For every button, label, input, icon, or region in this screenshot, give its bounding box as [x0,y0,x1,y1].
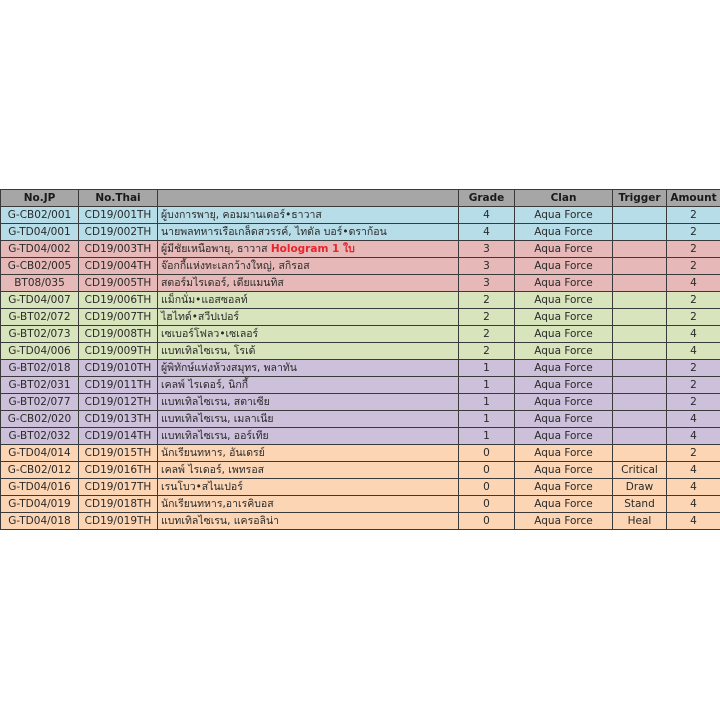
header-name [158,190,459,207]
cell-nothai: CD19/006TH [79,292,158,309]
cell-amount: 4 [667,462,720,479]
cell-grade: 2 [459,343,515,360]
cell-clan: Aqua Force [515,292,613,309]
cell-nothai: CD19/019TH [79,513,158,530]
cell-amount: 4 [667,411,720,428]
cell-nojp: G-CB02/020 [1,411,79,428]
table-row [1,377,720,394]
cell-name [158,360,459,377]
cell-amount: 4 [667,479,720,496]
cell-nojp: G-TD04/006 [1,343,79,360]
cell-amount: 2 [667,224,720,241]
cell-clan: Aqua Force [515,326,613,343]
table-row [1,462,720,479]
cell-trigger [613,411,667,428]
cell-grade: 1 [459,394,515,411]
cell-clan: Aqua Force [515,224,613,241]
cell-trigger: Draw [613,479,667,496]
card-list-sheet [0,189,720,530]
cell-grade: 1 [459,360,515,377]
cell-amount: 2 [667,292,720,309]
cell-amount: 2 [667,207,720,224]
cell-nothai: CD19/005TH [79,275,158,292]
card-name: ผู้มีชัยเหนือพายุ, ธาวาส [161,242,271,255]
cell-amount: 2 [667,360,720,377]
cell-trigger [613,309,667,326]
table-row [1,292,720,309]
cell-amount: 2 [667,258,720,275]
card-name: สตอร์มไรเดอร์, เดียแมนทิส [161,276,284,289]
cell-grade: 1 [459,428,515,445]
cell-clan: Aqua Force [515,241,613,258]
cell-nothai: CD19/010TH [79,360,158,377]
cell-nojp: G-BT02/018 [1,360,79,377]
card-name: นักเรียนทหาร,อาเรคิบอส [161,497,274,510]
cell-name [158,462,459,479]
cell-amount: 4 [667,496,720,513]
card-list-table [0,189,720,530]
cell-name [158,224,459,241]
cell-grade: 2 [459,326,515,343]
cell-clan: Aqua Force [515,496,613,513]
cell-nothai: CD19/012TH [79,394,158,411]
cell-grade: 0 [459,513,515,530]
cell-trigger [613,292,667,309]
table-row [1,513,720,530]
cell-trigger [613,224,667,241]
table-row [1,207,720,224]
cell-nothai: CD19/002TH [79,224,158,241]
cell-grade: 1 [459,377,515,394]
header-trigger: Trigger [613,190,667,207]
table-row [1,411,720,428]
cell-name [158,326,459,343]
cell-nothai: CD19/011TH [79,377,158,394]
card-name: เคลพ์ ไรเดอร์, เพทรอส [161,463,265,476]
cell-name [158,309,459,326]
cell-name [158,377,459,394]
cell-trigger [613,326,667,343]
table-row [1,360,720,377]
table-row [1,275,720,292]
table-row [1,394,720,411]
cell-trigger [613,343,667,360]
cell-nothai: CD19/008TH [79,326,158,343]
cell-clan: Aqua Force [515,513,613,530]
cell-name [158,343,459,360]
cell-trigger [613,275,667,292]
cell-grade: 2 [459,292,515,309]
card-name: แบทเทิลไซเรน, สตาเซีย [161,395,270,408]
cell-grade: 1 [459,411,515,428]
cell-amount: 4 [667,513,720,530]
card-name: แบทเทิลไซเรน, โรเด้ [161,344,256,357]
cell-grade: 0 [459,462,515,479]
cell-trigger: Stand [613,496,667,513]
header-amount: Amount [667,190,720,207]
table-row [1,479,720,496]
card-name: จ๊อกกี้แห่งทะเลกว้างใหญ่, สกิรอส [161,259,310,272]
header-row [1,190,720,207]
cell-grade: 3 [459,241,515,258]
cell-trigger [613,207,667,224]
cell-trigger [613,377,667,394]
cell-clan: Aqua Force [515,258,613,275]
cell-grade: 2 [459,309,515,326]
card-name: นายพลทหารเรือเกล็ดสวรรค์, ไทดัล บอร์•ดราก้อน [161,225,387,238]
cell-nojp: G-CB02/005 [1,258,79,275]
card-name: ผู้บงการพายุ, คอมมานเดอร์•ธาวาส [161,208,322,221]
cell-trigger [613,258,667,275]
cell-nojp: G-BT02/031 [1,377,79,394]
cell-trigger: Heal [613,513,667,530]
cell-clan: Aqua Force [515,207,613,224]
cell-trigger: Critical [613,462,667,479]
cell-nojp: G-TD04/018 [1,513,79,530]
cell-amount: 4 [667,275,720,292]
cell-nothai: CD19/015TH [79,445,158,462]
cell-name [158,275,459,292]
cell-nojp: G-TD04/002 [1,241,79,258]
cell-nojp: G-TD04/001 [1,224,79,241]
card-name: เซเบอร์โฟลว•เซเลอร์ [161,327,259,340]
header-clan: Clan [515,190,613,207]
cell-nothai: CD19/014TH [79,428,158,445]
cell-nothai: CD19/001TH [79,207,158,224]
cell-grade: 3 [459,258,515,275]
cell-amount: 2 [667,394,720,411]
cell-nothai: CD19/009TH [79,343,158,360]
cell-nojp: G-TD04/019 [1,496,79,513]
cell-nojp: G-TD04/007 [1,292,79,309]
cell-name [158,513,459,530]
cell-amount: 2 [667,309,720,326]
cell-grade: 0 [459,496,515,513]
cell-trigger [613,445,667,462]
cell-clan: Aqua Force [515,428,613,445]
cell-name [158,445,459,462]
cell-name [158,428,459,445]
cell-name [158,496,459,513]
cell-trigger [613,360,667,377]
cell-amount: 4 [667,343,720,360]
cell-amount: 4 [667,428,720,445]
cell-amount: 2 [667,377,720,394]
cell-clan: Aqua Force [515,275,613,292]
cell-clan: Aqua Force [515,479,613,496]
cell-nojp: G-TD04/016 [1,479,79,496]
cell-trigger [613,241,667,258]
table-row [1,428,720,445]
cell-grade: 0 [459,479,515,496]
cell-clan: Aqua Force [515,360,613,377]
cell-grade: 0 [459,445,515,462]
cell-clan: Aqua Force [515,411,613,428]
table-row [1,445,720,462]
cell-nothai: CD19/003TH [79,241,158,258]
card-name: ไฮไทด์•สวีปเปอร์ [161,310,240,323]
cell-grade: 4 [459,224,515,241]
table-row [1,241,720,258]
header-grade: Grade [459,190,515,207]
header-nojp: No.JP [1,190,79,207]
card-name: แม็กนั่ม•แอสซอลท์ [161,293,248,306]
cell-name [158,258,459,275]
cell-nojp: BT08/035 [1,275,79,292]
cell-grade: 4 [459,207,515,224]
table-row [1,258,720,275]
cell-nothai: CD19/018TH [79,496,158,513]
cell-nojp: G-BT02/072 [1,309,79,326]
table-row [1,496,720,513]
cell-name [158,411,459,428]
cell-name [158,292,459,309]
cell-nojp: G-CB02/012 [1,462,79,479]
cell-nothai: CD19/017TH [79,479,158,496]
cell-trigger [613,428,667,445]
cell-nojp: G-BT02/073 [1,326,79,343]
table-row [1,224,720,241]
cell-clan: Aqua Force [515,343,613,360]
card-name: เคลพ์ ไรเดอร์, นิกกี้ [161,378,249,391]
cell-grade: 3 [459,275,515,292]
table-row [1,326,720,343]
cell-nojp: G-BT02/077 [1,394,79,411]
cell-nojp: G-CB02/001 [1,207,79,224]
cell-amount: 2 [667,241,720,258]
card-name: ผู้พิทักษ์แห่งห้วงสมุทร, พลาทัน [161,361,297,374]
header-nothai: No.Thai [79,190,158,207]
cell-nothai: CD19/007TH [79,309,158,326]
cell-nothai: CD19/016TH [79,462,158,479]
card-name: แบทเทิลไซเรน, เมลาเนีย [161,412,274,425]
card-name: เรนโบว•สไนเปอร์ [161,480,243,493]
cell-clan: Aqua Force [515,445,613,462]
table-row [1,309,720,326]
cell-nojp: G-TD04/014 [1,445,79,462]
cell-name [158,241,459,258]
cell-amount: 4 [667,326,720,343]
cell-name [158,479,459,496]
table-row [1,343,720,360]
cell-trigger [613,394,667,411]
card-name: แบทเทิลไซเรน, ออร์เทีย [161,429,269,442]
cell-nothai: CD19/013TH [79,411,158,428]
cell-clan: Aqua Force [515,309,613,326]
card-name: แบทเทิลไซเรน, แครอลิน่า [161,514,280,527]
cell-name [158,207,459,224]
card-name: นักเรียนทหาร, อันเดรย์ [161,446,265,459]
cell-clan: Aqua Force [515,394,613,411]
hologram-note: Hologram 1 ใบ [270,242,355,255]
cell-nothai: CD19/004TH [79,258,158,275]
cell-amount: 2 [667,445,720,462]
cell-clan: Aqua Force [515,462,613,479]
cell-name [158,394,459,411]
cell-nojp: G-BT02/032 [1,428,79,445]
cell-clan: Aqua Force [515,377,613,394]
